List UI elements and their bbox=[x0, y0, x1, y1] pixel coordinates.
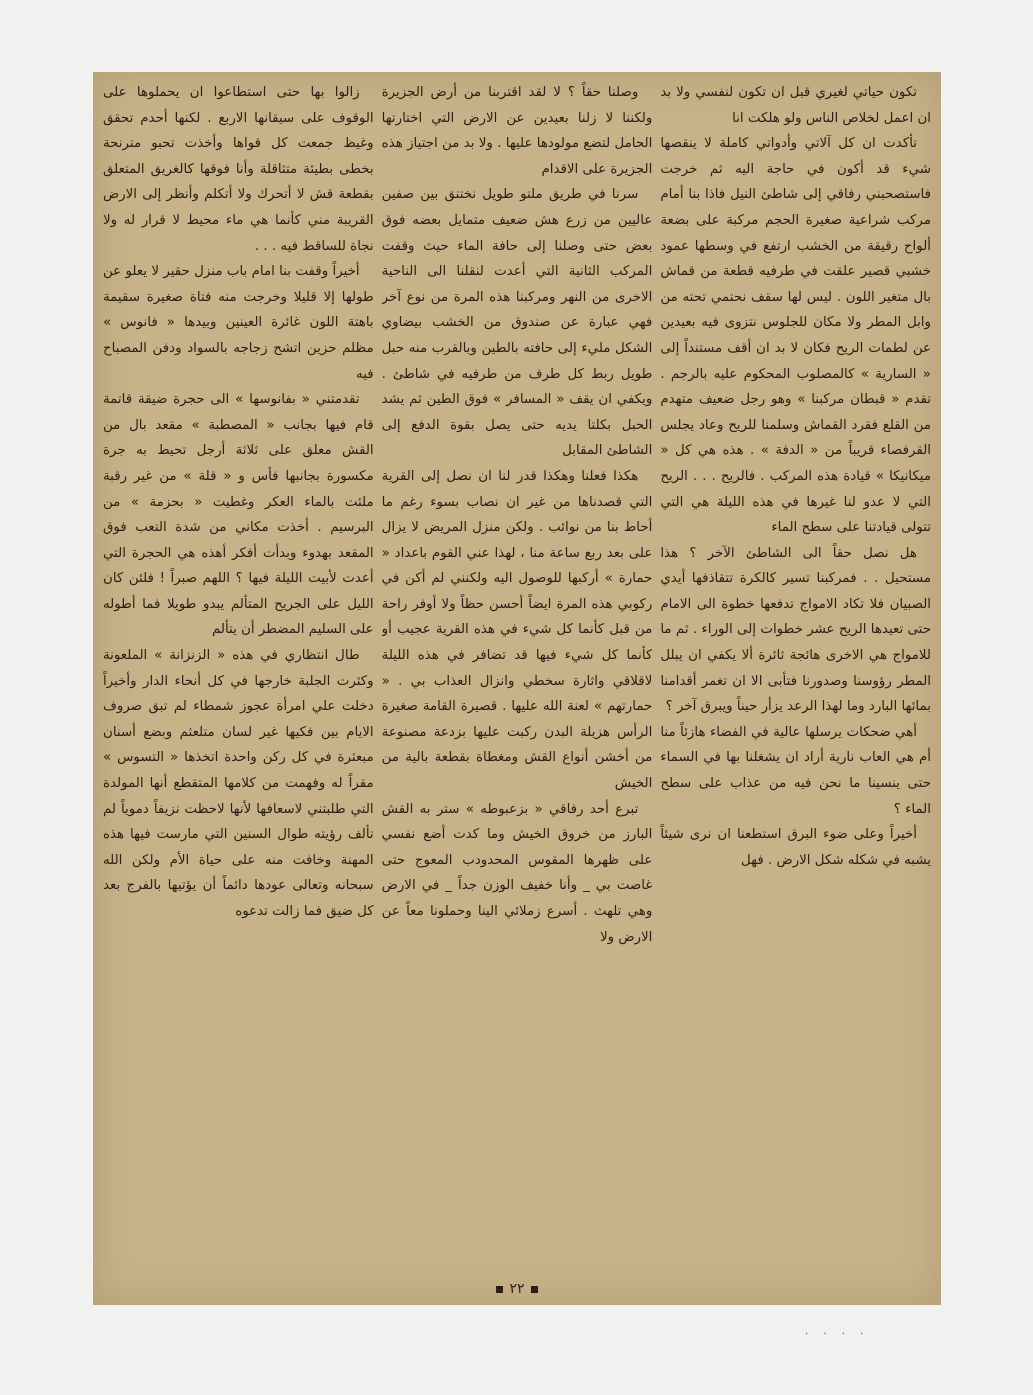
square-bullet-icon bbox=[496, 1286, 503, 1293]
paragraph: زالوا بها حتى استطاعوا ان يحملوها على الوقوف على سيقانها الاربع . لكنها أحدم تحقق وغيظ جمعت كل قواها وأخذت تحبو مترنحة بخطى بطيئة متثاقلة وأنا فوقها كالغريق المتعلق بقطعة قش لا أتحرك ولا أتكلم وأنظر إلى الارض القريبة مني كأنما هي ماء محيط لا قرار له ولا نجاة للساقط فيه . . . bbox=[102, 85, 374, 254]
paragraph: تقدمتني « بفانوسها » الى حجرة ضيقة قاتمة قام فيها بجانب « المصطبة » مقعد بال من القش معلق على ثلاثة أرجل تحيط به جرة مكسورة بجانبها فأس و « قلة » من غير رقبة ملئت بالماء العكر وغطيت « بحزمة » من البرسيم . أخذت مكاني من شدة التعب فوق المقعد بهدوء وبدأت أفكر أهذه هي الحجرة التي أعدت لأبيت الليلة فيها ؟ اللهم صبراً ! فلئن كان الليل على الجريح المتألم يبدو طويلا فما أطوله على السليم المضطر أن يتألم bbox=[102, 392, 374, 638]
column-right bbox=[660, 80, 931, 1265]
page-number-text: ٢٢ bbox=[509, 1281, 525, 1297]
paragraph: تأكدت ان كل آلاتي وأدواتي كاملة لا ينقصها شيء قد أكون في حاجة اليه ثم خرجت فاستصحبني رفاقي إلى شاطئ النيل فاذا بنا أمام مركب شراعية صغيرة الحجم مركبة على بضعة ألواح رقيقة من الخشب ارتفع في وسطها عمود خشبي قصير علقت في طرفيه قطعة من قماش بال متغير اللون . ليس لها سقف نحتمي تحته من وابل المطر ولا مكان للجلوس نتزوى فيه بعيدين عن لطمات الريح فكان لا بد ان أقف مستنداً إلى « السارية » كالمصلوب المحكوم عليه بالرجم . تقدم « قبطان مركبنا » وهو رجل ضعيف متهدم من القلع فقرد القماش وسلمنا للريح وعاد يجلس القرفصاء قريباً من « الدفة » . هذه هي كل « ميكانيكا » قيادة هذه المركب . فالريح . . . الريح التي لا عدو لنا غيرها في هذه الليلة هي التي تتولى قيادتنا على سطح الماء bbox=[660, 136, 931, 536]
paragraph: هكذا فعلنا وهكذا قدر لنا ان نصل إلى القرية التي قصدناها من غير ان نصاب بسوء رغم ما أحاط بنا من نوائب . ولكن منزل المريض لا يزال على بعد ربع ساعة منا ، لهذا عني القوم باعداد « حمارة » أركبها للوصول اليه ولكنني لم أكن في ركوبي هذه المرة ايضاً أحسن حظاً ولا أوفر راحة من قبل كأنما كل شيء في هذه القرية عجيب أو كأنما كل شيء فيها قد تضافر في هذه الليلة لاقلاقي واثارة سخطي وانزال العذاب بي . « حمارتهم » لعنة الله عليها . قصيرة القامة صغيرة الرأس هزيلة البدن ركبت عليها بزدعة مصنوعة من أخشن أنواع القش ومغطاة بقطعة بالية من الخيش bbox=[381, 468, 653, 792]
page-number bbox=[93, 1281, 941, 1297]
paragraph: هل نصل حقاً الى الشاطئ الآخر ؟ هذا مستحيل . . فمركبنا تسير كالكرة تتقاذفها أيدي الصبيان فلا تكاد الامواج تدفعها خطوة الى الامام حتى تعيدها الريح عشر خطوات إلى الوراء . ثم ما للامواج هي الاخرى هائجة ثائرة ألا يكفي ان يبلل المطر رؤوسنا وصدورنا فتأبى الا ان تغمر أقدامنا بمائها البارد وما لهذا الرعد يزأر حيناً ويبرق آخر ؟ bbox=[660, 545, 931, 715]
scan-dots: . . . . bbox=[805, 1326, 870, 1337]
paragraph: تبرع أحد رفاقي « بزعبوطه » ستر به القش البارز من خروق الخيش وما كدت أضع نفسي على ظهرها المقوس المحدودب المعوج حتى غاصت بي _ وأنا خفيف الوزن جداً _ في الارض وهي تلهث . أسرع زملائي الينا وحملونا معاً عن الارض ولا bbox=[381, 801, 653, 945]
square-bullet-icon bbox=[531, 1286, 538, 1293]
paragraph: تكون حياتي لغيري قبل ان تكون لنفسي ولا بد ان اعمل لخلاص الناس ولو هلكت انا bbox=[660, 85, 931, 126]
paragraph: أهي ضحكات يرسلها عالية في الفضاء هازئاً منا أم هي العاب نارية أراد ان يشغلنا بها في السماء حتى ينسينا ما نحن فيه من عذاب على سطح الماء ؟ bbox=[660, 724, 931, 817]
paragraph: سرنا في طريق ملتو طويل نختنق بين صفين عاليين من زرع هش ضعيف متمايل بعضه فوق بعض حتى وصلنا إلى حافة الماء حيث وقفت المركب الثانية التي أعدت لنقلنا الى الناحية الاخرى من النهر ومركبنا هذه المرة من نوع آخر فهي عبارة عن صندوق من الخشب بيضاوي الشكل مليء إلى حافته بالطين وبالقرب منه حبل طويل ربط كل طرف من طرفيه في شاطئ . ويكفي ان يقف « المسافر » فوق الطين ثم يشد الحبل بكلتا يديه حتى يصل بقوة الدفع إلى الشاطئ المقابل bbox=[381, 187, 653, 459]
paragraph: وصلنا حقاً ؟ لا لقد اقتربنا من أرض الجزيرة ولكننا لا زلنا بعيدين عن الارض التي اختارتها الحامل لتضع مولودها عليها . ولا بد من اجتياز هذه الجزيرة على الاقدام bbox=[381, 85, 653, 177]
column-left bbox=[103, 80, 374, 1265]
text-columns bbox=[93, 80, 941, 1265]
paragraph: طال انتظاري في هذه « الزنزانة » الملعونة وكثرت الجلبة خارجها في كل أنحاء الدار وأخيراً دخلت علي امرأة عجوز شمطاء لم تبق صروف الايام بين فكيها غير لسان متلعثم وبضع أسنان مبعثرة في كل ركن واحدة اتخذها « التسوس » مقراً له وفهمت من كلامها المتقطع أنها المولدة التي طلبتني لاسعافها لأنها لاحظت نزيفاً دموياً لم تألف رؤيته طوال السنين التي مارست فيها هذه المهنة وخافت منه على حياة الأم ولكن الله سبحانه وتعالى عودها دائماً أن يؤتيها بالفرج بعد كل ضيق فما زالت تدعوه bbox=[102, 648, 374, 919]
magazine-page bbox=[93, 72, 941, 1305]
column-middle bbox=[382, 80, 653, 1265]
paragraph: أخيراً وعلى ضوء البرق استطعنا ان نرى شيئاً يشبه في شكله شكل الارض . فهل bbox=[660, 827, 931, 868]
paragraph: أخيراً وقفت بنا امام باب منزل حقير لا يعلو عن طولها إلا قليلا وخرجت منه فتاة صغيرة سقيمة باهتة اللون غائرة العينين وبيدها « فانوس » مظلم حزين اتشح زجاجه بالسواد ودفن المصباح فيه bbox=[102, 264, 374, 382]
